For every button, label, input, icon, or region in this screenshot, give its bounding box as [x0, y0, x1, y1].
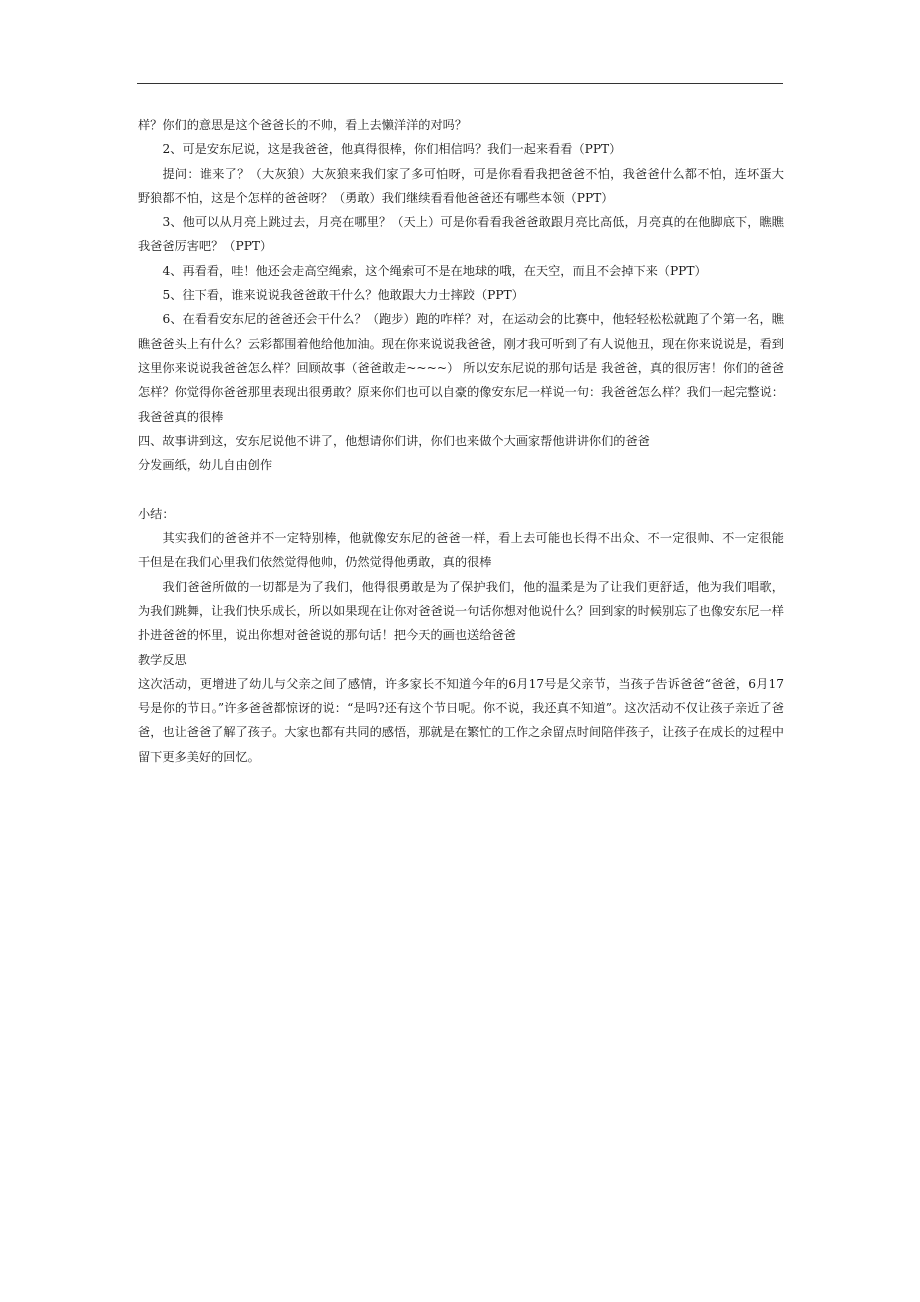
paragraph-step-3: 3、他可以从月亮上跳过去，月亮在哪里？（天上）可是你看看我爸爸敢跟月亮比高低，月亮真的在他脚底下，瞧瞧我爸爸厉害吧？（PPT）	[138, 215, 784, 254]
paragraph-intro-continuation: 样？你们的意思是这个爸爸长的不帅，看上去懒洋洋的对吗？	[138, 118, 468, 132]
document-body	[138, 113, 784, 769]
paragraph-step-4: 4、再看看，哇！他还会走高空绳索，这个绳索可不是在地球的哦，在天空，而且不会掉下来（PPT）	[162, 263, 707, 278]
paragraph-summary-1: 其实我们的爸爸并不一定特别棒，他就像安东尼的爸爸一样，看上去可能也长得不出众、不一定很帅、不一定很能干但是在我们心里我们依然觉得他帅，仍然觉得他勇敢，真的很棒	[138, 531, 784, 570]
heading-teaching-reflection: 教学反思	[138, 652, 187, 667]
header-rule	[137, 83, 783, 84]
heading-summary: 小结：	[138, 506, 175, 521]
paragraph-question-wolf: 提问：谁来了？（大灰狼）大灰狼来我们家了多可怕呀，可是你看看我把爸爸不怕，我爸爸什么都不怕，连坏蛋大野狼都不怕，这是个怎样的爸爸呀？（勇敢）我们继续看看他爸爸还有哪些本领（PPT）	[138, 166, 784, 205]
paragraph-section-four: 四、故事讲到这，安东尼说他不讲了，他想请你们讲，你们也来做个大画家帮他讲讲你们的爸爸	[138, 433, 650, 448]
blank-line	[138, 477, 784, 501]
paragraph-step-5: 5、往下看，谁来说说我爸爸敢干什么？他敢跟大力士摔跤（PPT）	[162, 288, 524, 303]
paragraph-step-2: 2、可是安东尼说，这是我爸爸，他真得很棒，你们相信吗？我们一起来看看（PPT）	[162, 142, 622, 157]
paragraph-reflection: 这次活动，更增进了幼儿与父亲之间了感情，许多家长不知道今年的6月17号是父亲节，当孩子告诉爸爸“爸爸，6月17号是你的节日。”许多爸爸都惊讶的说：“是吗?还有这个节日呢。你不说，我还真不知道”。这次活动不仅让孩子亲近了爸爸，也让爸爸了解了孩子。大家也都有共同的感悟，那就是在繁忙的工作之余留点时间陪伴孩子，让孩子在成长的过程中留下更多美好的回忆。	[138, 676, 784, 764]
paragraph-drawing-activity: 分发画纸，幼儿自由创作	[138, 458, 273, 473]
paragraph-summary-2: 我们爸爸所做的一切都是为了我们，他得很勇敢是为了保护我们，他的温柔是为了让我们更舒适，他为我们唱歌，为我们跳舞，让我们快乐成长，所以如果现在让你对爸爸说一句话你想对他说什么？回到家的时候别忘了也像安东尼一样扑进爸爸的怀里，说出你想对爸爸说的那句话！把今天的画也送给爸爸	[138, 579, 784, 643]
paragraph-step-6: 6、在看看安东尼的爸爸还会干什么？（跑步）跑的咋样？对，在运动会的比赛中，他轻轻松松就跑了个第一名，瞧瞧爸爸头上有什么？云彩都围着他给他加油。现在你来说说我爸爸，刚才我可听到了有人说他丑，现在你来说说是，看到这里你来说说我爸爸怎么样？回顾故事（爸爸敢走~~~~） 所以安东尼说的那句话是 我爸爸，真的很厉害！你们的爸爸怎样？你觉得你爸爸那里表现出很勇敢？原来你们也可以自豪的像安东尼一样说一句：我爸爸怎么样？我们一起完整说：我爸爸真的很棒	[138, 312, 784, 424]
